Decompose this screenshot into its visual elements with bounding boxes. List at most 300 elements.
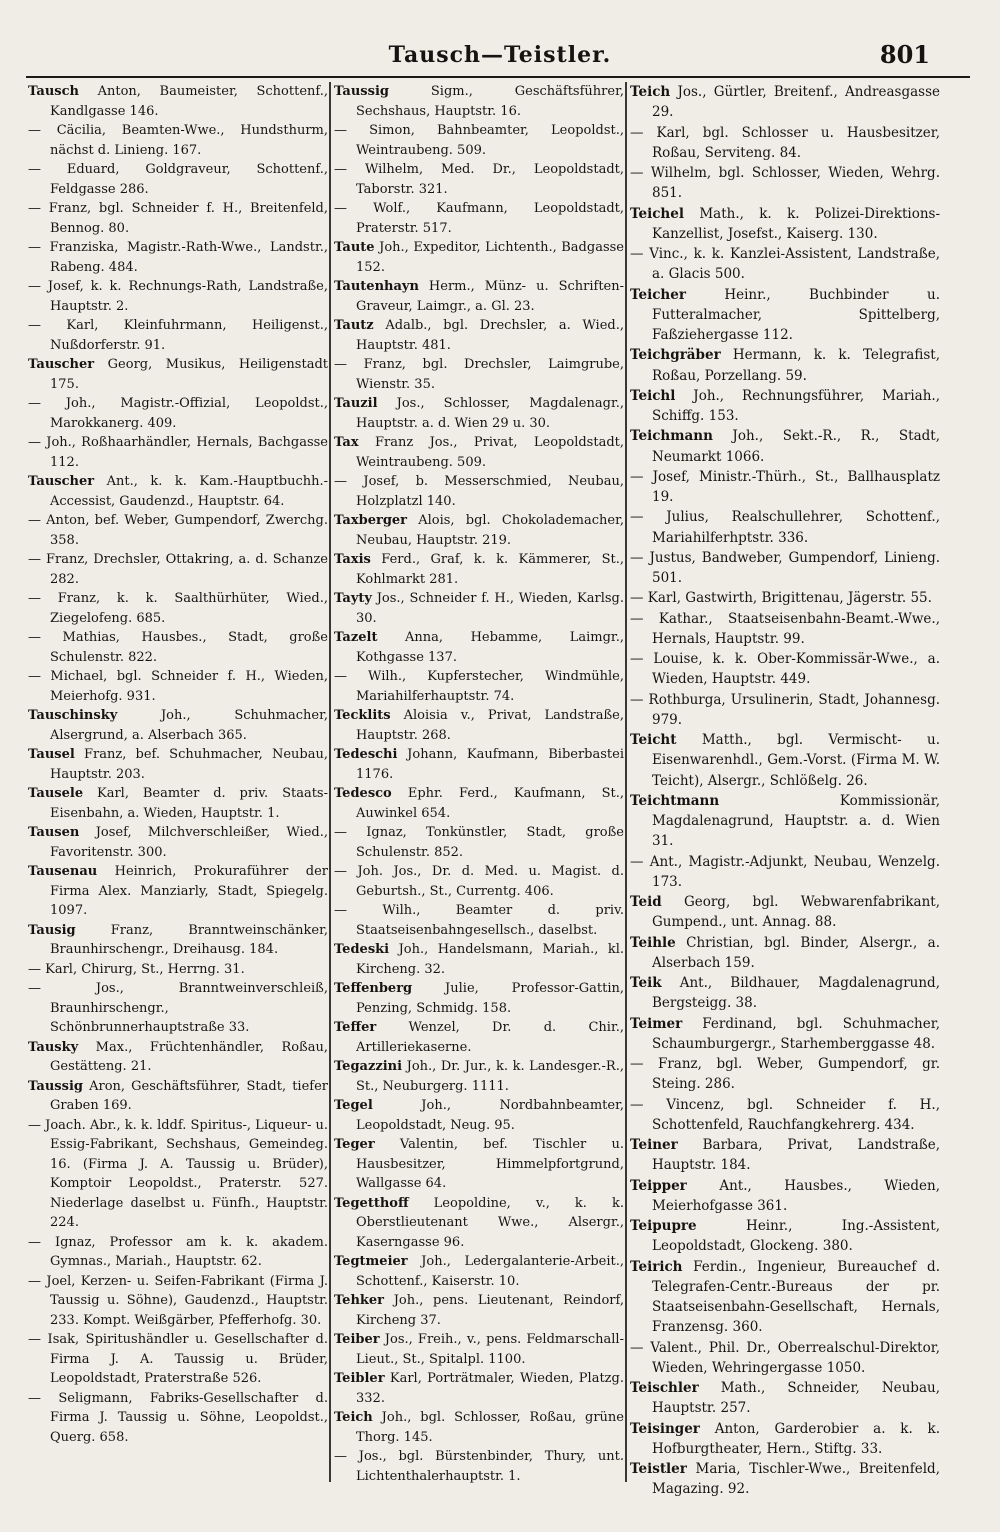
- ditto-mark: —: [630, 509, 644, 526]
- directory-entry: [334, 901, 624, 940]
- directory-entry: [630, 1419, 940, 1460]
- directory-entry: [334, 433, 624, 472]
- entry-details: Anton, bef. Weber, Gumpendorf, Zwerchg. 358.: [41, 513, 328, 548]
- directory-entry: [28, 921, 328, 960]
- directory-entry: [28, 511, 328, 550]
- directory-entry: [630, 123, 940, 164]
- directory-entry: [334, 784, 624, 823]
- ditto-mark: —: [630, 549, 644, 566]
- directory-entry: [28, 433, 328, 472]
- directory-entry: [334, 355, 624, 394]
- entry-details: Josef, Milchverschleißer, Wied., Favoritenstr. 300.: [50, 825, 328, 860]
- entry-details: Karl, Porträtmaler, Wieden, Platzg. 332.: [356, 1371, 624, 1406]
- directory-entry: [334, 667, 624, 706]
- directory-entry: [28, 472, 328, 511]
- directory-entry: [28, 706, 328, 745]
- directory-entry: [334, 1096, 624, 1135]
- header-rule: [26, 76, 970, 78]
- directory-entry: [630, 1378, 940, 1419]
- entry-details: Ferdin., Ingenieur, Bureauchef d. Telegrafen-Centr.-Bureaus der pr. Staatseisenbahn-Gesellschaft, Hernals, Franzensg. 360.: [652, 1258, 940, 1336]
- entry-surname: Tegtmeier: [334, 1254, 408, 1269]
- entry-details: Joel, Kerzen- u. Seifen-Fabrikant (Firma J. Taussig u. Söhne), Gaudenzd., Hauptstr. 233. Kompt. Weißgärber, Pfefferhofg. 30.: [41, 1273, 328, 1328]
- directory-entry: [28, 1272, 328, 1331]
- directory-entry: [28, 316, 328, 355]
- column-divider: [625, 82, 627, 1482]
- entry-details: Franz, bgl. Drechsler, Laimgrube, Wienstr. 35.: [347, 357, 624, 392]
- entry-surname: Tautz: [334, 318, 374, 333]
- entry-surname: Teich: [334, 1410, 373, 1425]
- directory-entry: [334, 862, 624, 901]
- entry-surname: Tauscher: [28, 474, 95, 489]
- entry-details: Math., Schneider, Neubau, Hauptstr. 257.: [652, 1380, 940, 1417]
- ditto-mark: —: [28, 1332, 41, 1347]
- entry-surname: Tautenhayn: [334, 279, 419, 294]
- entry-details: Barbara, Privat, Landstraße, Hauptstr. 184.: [652, 1137, 940, 1174]
- directory-entry: [630, 1176, 940, 1217]
- entry-details: Wilhelm, Med. Dr., Leopoldstadt, Taborstr. 321.: [347, 162, 624, 197]
- entry-details: Joh., Expeditor, Lichtenth., Badgasse 152.: [356, 240, 624, 275]
- entry-surname: Tegetthoff: [334, 1195, 409, 1211]
- entry-details: Rothburga, Ursulinerin, Stadt, Johannesg. 979.: [643, 691, 940, 728]
- entry-surname: Teisinger: [630, 1420, 700, 1437]
- ditto-mark: —: [630, 610, 644, 627]
- directory-entry: [334, 979, 624, 1018]
- entry-details: Vinc., k. k. Kanzlei-Assistent, Landstraße, a. Glacis 500.: [643, 246, 940, 283]
- entry-details: Aloisia v., Privat, Landstraße, Hauptstr. 268.: [356, 708, 624, 743]
- ditto-mark: —: [334, 357, 347, 372]
- directory-entry: [28, 1233, 328, 1272]
- directory-entry: [630, 649, 940, 690]
- entry-details: Anton, Baumeister, Schottenf., Kandlgasse 146.: [50, 84, 328, 119]
- entry-details: Cäcilia, Beamten-Wwe., Hundsthurm, nächst d. Linieng. 167.: [41, 123, 328, 158]
- ditto-mark: —: [28, 1390, 41, 1406]
- entry-surname: Teffenberg: [334, 981, 413, 996]
- directory-entry: [28, 1038, 328, 1077]
- entry-details: Franz, bgl. Weber, Gumpendorf, gr. Steing. 286.: [643, 1056, 940, 1093]
- entry-surname: Tax: [334, 435, 359, 450]
- entry-surname: Teirich: [630, 1258, 683, 1275]
- page-number: 801: [879, 40, 930, 69]
- entry-surname: Teich: [630, 84, 671, 100]
- directory-entry: [630, 852, 940, 893]
- ditto-mark: —: [334, 669, 347, 684]
- directory-entry: [630, 588, 940, 608]
- ditto-mark: —: [334, 825, 347, 840]
- entry-surname: Tehker: [334, 1293, 385, 1308]
- ditto-mark: —: [28, 279, 41, 294]
- entry-surname: Tausen: [28, 825, 80, 840]
- ditto-mark: —: [334, 162, 347, 177]
- page-header: [0, 38, 1000, 78]
- entry-surname: Tazelt: [334, 630, 378, 645]
- directory-entry: [334, 472, 624, 511]
- entry-details: Anna, Hebamme, Laimgr., Kothgasse 137.: [356, 630, 624, 665]
- directory-entry: [334, 628, 624, 667]
- directory-entry: [630, 791, 940, 852]
- directory-entry: [630, 507, 940, 548]
- directory-entry: [334, 1057, 624, 1096]
- directory-entry: [28, 238, 328, 277]
- entry-details: Joh., Magistr.-Offizial, Leopoldst., Marokkanerg. 409.: [41, 396, 328, 431]
- directory-entry: [630, 204, 940, 245]
- entry-details: Franziska, Magistr.-Rath-Wwe., Landstr., Rabeng. 484.: [41, 240, 328, 275]
- directory-entry: [630, 973, 940, 1014]
- entry-details: Josef, Ministr.-Thürh., St., Ballhausplatz 19.: [643, 468, 940, 505]
- ditto-mark: —: [28, 1117, 41, 1133]
- entry-details: Justus, Bandweber, Gumpendorf, Linieng. 501.: [643, 549, 940, 586]
- entry-details: Ephr. Ferd., Kaufmann, St., Auwinkel 654.: [356, 786, 624, 821]
- entry-details: Joach. Abr., k. k. lddf. Spiritus-, Liqueur- u. Essig-Fabrikant, Sechshaus, Gemeindeg. 16. (Firma J. A. Taussig u. Brüder), Komptoir Leopoldst., Praterstr. 527. Niederlage daselbst u. Fünfh., Hauptstr. 224.: [41, 1117, 328, 1230]
- ditto-mark: —: [630, 853, 644, 870]
- entry-details: Ferd., Graf, k. k. Kämmerer, St., Kohlmarkt 281.: [356, 552, 624, 587]
- directory-entry: [630, 1135, 940, 1176]
- directory-entry: [28, 979, 328, 1038]
- entry-details: Heinrich, Prokuraführer der Firma Alex. Manziarly, Stadt, Spiegelg. 1097.: [50, 864, 328, 918]
- entry-surname: Taussig: [28, 1078, 83, 1094]
- entry-surname: Teichtmann: [630, 792, 720, 809]
- entry-details: Herm., Münz- u. Schriften-Graveur, Laimgr., a. Gl. 23.: [356, 279, 624, 314]
- directory-entry: [334, 940, 624, 979]
- ditto-mark: —: [334, 1449, 347, 1464]
- ditto-mark: —: [28, 513, 41, 528]
- entry-surname: Teiner: [630, 1137, 678, 1153]
- entry-surname: Tausky: [28, 1039, 79, 1055]
- entry-details: Max., Früchtenhändler, Roßau, Gestätteng. 21.: [50, 1039, 328, 1074]
- entry-surname: Tauschinsky: [28, 708, 118, 723]
- directory-entry: [630, 467, 940, 508]
- entry-surname: Tedeschi: [334, 747, 398, 762]
- entry-details: Karl, Beamter d. priv. Staats-Eisenbahn, a. Wieden, Hauptstr. 1.: [50, 786, 328, 821]
- ditto-mark: —: [28, 669, 41, 684]
- entry-details: Alois, bgl. Chokolademacher, Neubau, Hauptstr. 219.: [356, 513, 624, 548]
- directory-entry: [28, 277, 328, 316]
- entry-details: Math., k. k. Polizei-Direktions-Kanzellist, Josefst., Kaiserg. 130.: [652, 205, 940, 242]
- entry-surname: Tedesco: [334, 786, 392, 801]
- entry-details: Simon, Bahnbeamter, Leopoldst., Weintraubeng. 509.: [347, 123, 624, 158]
- directory-entry: [28, 1116, 328, 1233]
- directory-entry: [334, 1447, 624, 1486]
- entry-details: Franz, Branntweinschänker, Braunhirschengr., Dreihausg. 184.: [50, 922, 328, 957]
- entry-details: Kommissionär, Magdalenagrund, Hauptstr. a. d. Wien 31.: [652, 792, 940, 850]
- ditto-mark: —: [630, 165, 644, 181]
- directory-entry: [334, 706, 624, 745]
- entry-details: Karl, bgl. Schlosser u. Hausbesitzer, Roßau, Serviteng. 84.: [643, 124, 940, 161]
- column-2: [334, 82, 624, 1502]
- directory-entry: [334, 550, 624, 589]
- directory-entry: [334, 277, 624, 316]
- entry-surname: Tecklits: [334, 708, 391, 723]
- directory-entry: [630, 933, 940, 974]
- ditto-mark: —: [630, 691, 644, 708]
- entry-surname: Teimer: [630, 1015, 683, 1032]
- directory-entry: [630, 690, 940, 731]
- entry-details: Ant., Bildhauer, Magdalenagrund, Bergsteigg. 38.: [652, 975, 940, 1012]
- entry-details: Wilh., Kupferstecher, Windmühle, Mariahilferhauptstr. 74.: [347, 669, 624, 704]
- directory-entry: [28, 550, 328, 589]
- entry-details: Kathar., Staatseisenbahn-Beamt.-Wwe., Hernals, Hauptstr. 99.: [643, 610, 940, 647]
- directory-entry: [630, 1095, 940, 1136]
- ditto-mark: —: [630, 651, 644, 667]
- entry-surname: Tayty: [334, 591, 372, 606]
- directory-entry: [630, 730, 940, 791]
- entry-details: Mathias, Hausbes., Stadt, große Schulenstr. 822.: [41, 630, 328, 665]
- directory-entry: [334, 1408, 624, 1447]
- directory-entry: [630, 548, 940, 589]
- entry-details: Franz, k. k. Saalthürhüter, Wied., Ziegelofeng. 685.: [41, 591, 328, 626]
- directory-entry: [334, 745, 624, 784]
- ditto-mark: —: [28, 240, 41, 255]
- ditto-mark: —: [28, 1273, 41, 1289]
- directory-entry: [630, 1014, 940, 1055]
- directory-entry: [28, 823, 328, 862]
- ditto-mark: —: [28, 162, 41, 177]
- entry-details: Jos., bgl. Bürstenbinder, Thury, unt. Lichtenthalerhauptstr. 1.: [347, 1449, 624, 1484]
- entry-details: Ignaz, Tonkünstler, Stadt, große Schulenstr. 852.: [347, 825, 624, 860]
- ditto-mark: —: [28, 591, 41, 606]
- entry-surname: Teistler: [630, 1461, 687, 1477]
- entry-surname: Teiber: [334, 1332, 380, 1347]
- directory-entry: [28, 960, 328, 980]
- ditto-mark: —: [630, 1056, 644, 1072]
- entry-details: Jos., Branntweinverschleiß, Braunhirschengr., Schönbrunnerhauptstraße 33.: [41, 981, 328, 1035]
- entry-surname: Taussig: [334, 84, 389, 99]
- entry-surname: Tausele: [28, 786, 84, 801]
- entry-details: Hermann, k. k. Telegrafist, Roßau, Porzellang. 59.: [652, 347, 940, 384]
- ditto-mark: —: [28, 435, 41, 450]
- directory-entry: [630, 426, 940, 467]
- directory-entry: [630, 386, 940, 427]
- directory-entry: [630, 1338, 940, 1379]
- running-title: Tausch—Teistler.: [388, 42, 612, 68]
- directory-entry: [630, 1054, 940, 1095]
- entry-surname: Teik: [630, 975, 662, 991]
- ditto-mark: —: [28, 318, 41, 333]
- entry-details: Joh., bgl. Schlosser, Roßau, grüne Thorg. 145.: [356, 1410, 624, 1445]
- directory-entry: [28, 82, 328, 121]
- entry-details: Ant., Hausbes., Wieden, Meierhofgasse 361.: [652, 1177, 940, 1214]
- entry-details: Valent., Phil. Dr., Oberrealschul-Direktor, Wieden, Wehringergasse 1050.: [643, 1339, 940, 1376]
- directory-entry: [630, 1216, 940, 1257]
- entry-surname: Teibler: [334, 1371, 385, 1386]
- directory-entry: [630, 163, 940, 204]
- entry-details: Josef, b. Messerschmied, Neubau, Holzplatzl 140.: [347, 474, 624, 509]
- ditto-mark: —: [630, 246, 644, 262]
- entry-details: Johann, Kaufmann, Biberbastei 1176.: [356, 747, 624, 782]
- entry-surname: Teichel: [630, 205, 684, 222]
- entry-details: Julius, Realschullehrer, Schottenf., Mariahilferhptstr. 336.: [643, 509, 940, 546]
- entry-details: Wolf., Kaufmann, Leopoldstadt, Praterstr. 517.: [347, 201, 624, 236]
- ditto-mark: —: [630, 124, 644, 141]
- ditto-mark: —: [630, 590, 644, 607]
- entry-details: Louise, k. k. Ober-Kommissär-Wwe., a. Wieden, Hauptstr. 449.: [643, 651, 940, 688]
- directory-entry: [334, 238, 624, 277]
- entry-details: Wenzel, Dr. d. Chir., Artilleriekaserne.: [356, 1020, 624, 1055]
- entry-surname: Taute: [334, 240, 375, 255]
- entry-details: Franz, bef. Schuhmacher, Neubau, Hauptstr. 203.: [50, 747, 328, 782]
- entry-details: Ant., k. k. Kam.-Hauptbuchh.-Accessist, Gaudenzd., Hauptstr. 64.: [50, 474, 328, 509]
- directory-entry: [630, 345, 940, 386]
- entry-surname: Taxis: [334, 552, 371, 567]
- directory-entry: [28, 589, 328, 628]
- entry-details: Heinr., Ing.-Assistent, Leopoldstadt, Glockeng. 380.: [652, 1218, 940, 1255]
- directory-entry: [334, 823, 624, 862]
- entry-details: Georg, bgl. Webwarenfabrikant, Gumpend., unt. Annag. 88.: [652, 894, 940, 931]
- entry-surname: Tedeski: [334, 942, 390, 957]
- column-divider: [329, 82, 331, 1482]
- entry-surname: Teipupre: [630, 1218, 697, 1234]
- entry-details: Joh., Schuhmacher, Alsergrund, a. Alserbach 365.: [50, 708, 328, 743]
- entry-surname: Teicher: [630, 286, 686, 303]
- entry-details: Ferdinand, bgl. Schuhmacher, Schaumburgergr., Starhemberggasse 48.: [652, 1015, 940, 1052]
- entry-details: Joh., Dr. Jur., k. k. Landesger.-R., St., Neuburgerg. 1111.: [356, 1059, 624, 1094]
- directory-entry: [334, 199, 624, 238]
- entry-details: Jos., Schneider f. H., Wieden, Karlsg. 30.: [356, 591, 624, 626]
- directory-entry: [630, 892, 940, 933]
- entry-details: Franz, Drechsler, Ottakring, a. d. Schanze 282.: [41, 552, 328, 587]
- entry-details: Maria, Tischler-Wwe., Breitenfeld, Magazing. 92.: [652, 1461, 940, 1498]
- column-3: [630, 82, 940, 1502]
- entry-surname: Teffer: [334, 1020, 377, 1035]
- ditto-mark: —: [28, 961, 41, 977]
- entry-surname: Tauzil: [334, 396, 378, 411]
- entry-surname: Teichmann: [630, 428, 713, 445]
- ditto-mark: —: [630, 468, 644, 485]
- ditto-mark: —: [334, 123, 347, 138]
- entry-details: Seligmann, Fabriks-Gesellschafter d. Firma J. Taussig u. Söhne, Leopoldst., Querg. 658.: [41, 1390, 328, 1445]
- directory-entry: [334, 1369, 624, 1408]
- directory-entry: [334, 1018, 624, 1057]
- directory-entry: [28, 199, 328, 238]
- ditto-mark: —: [28, 396, 41, 411]
- entry-details: Joh., Sekt.-R., R., Stadt, Neumarkt 1066.: [652, 428, 940, 465]
- entry-surname: Teichgräber: [630, 347, 721, 364]
- entry-surname: Tausenau: [28, 864, 98, 879]
- directory-entry: [630, 609, 940, 650]
- entry-details: Sigm., Geschäftsführer, Sechshaus, Hauptstr. 16.: [356, 84, 624, 119]
- ditto-mark: —: [28, 123, 41, 138]
- entry-details: Jos., Freih., v., pens. Feldmarschall-Lieut., St., Spitalpl. 1100.: [356, 1332, 624, 1367]
- entry-details: Jos., Schlosser, Magdalenagr., Hauptstr. a. d. Wien 29 u. 30.: [356, 396, 624, 431]
- directory-entry: [28, 784, 328, 823]
- ditto-mark: —: [28, 201, 41, 216]
- entry-details: Karl, Kleinfuhrmann, Heiligenst., Nußdorferstr. 91.: [41, 318, 328, 353]
- ditto-mark: —: [334, 474, 347, 489]
- directory-entry: [334, 1291, 624, 1330]
- entry-surname: Tausch: [28, 84, 79, 99]
- directory-entry: [28, 1330, 328, 1389]
- entry-details: Ignaz, Professor am k. k. akadem. Gymnas., Mariah., Hauptstr. 62.: [41, 1234, 328, 1269]
- entry-details: Eduard, Goldgraveur, Schottenf., Feldgasse 286.: [41, 162, 328, 197]
- ditto-mark: —: [630, 1096, 644, 1113]
- entry-surname: Teid: [630, 894, 662, 910]
- directory-entry: [28, 745, 328, 784]
- directory-entry: [334, 1252, 624, 1291]
- entry-details: Georg, Musikus, Heiligenstadt 175.: [50, 357, 328, 392]
- entry-details: Matth., bgl. Vermischt- u. Eisenwarenhdl., Gem.-Vorst. (Firma M. W. Teicht), Alsergr., Schlößelg. 26.: [652, 732, 940, 789]
- entry-details: Vincenz, bgl. Schneider f. H., Schottenfeld, Rauchfangkehrerg. 434.: [643, 1096, 940, 1133]
- directory-entry: [28, 394, 328, 433]
- entry-details: Franz Jos., Privat, Leopoldstadt, Weintraubeng. 509.: [356, 435, 624, 470]
- entry-surname: Tausig: [28, 922, 76, 938]
- directory-entry: [28, 862, 328, 921]
- entry-details: Joh., Ledergalanterie-Arbeit., Schottenf., Kaiserstr. 10.: [356, 1254, 624, 1289]
- entry-surname: Taxberger: [334, 513, 408, 528]
- entry-surname: Tausel: [28, 747, 75, 762]
- directory-entry: [630, 1459, 940, 1500]
- directory-entry: [630, 1257, 940, 1338]
- ditto-mark: —: [334, 903, 347, 918]
- ditto-mark: —: [28, 552, 41, 567]
- directory-entry: [28, 1077, 328, 1116]
- directory-entry: [630, 82, 940, 123]
- entry-details: Michael, bgl. Schneider f. H., Wieden, Meierhofg. 931.: [41, 669, 328, 704]
- entry-surname: Tegazzini: [334, 1059, 403, 1074]
- directory-entry: [334, 82, 624, 121]
- directory-entry: [630, 244, 940, 285]
- directory-entry: [334, 121, 624, 160]
- entry-details: Ant., Magistr.-Adjunkt, Neubau, Wenzelg. 173.: [643, 853, 940, 890]
- directory-entry: [334, 511, 624, 550]
- entry-details: Wilh., Beamter d. priv. Staatseisenbahngesellsch., daselbst.: [347, 903, 624, 938]
- directory-entry: [334, 316, 624, 355]
- entry-details: Joh., Rechnungsführer, Mariah., Schiffg. 153.: [652, 387, 940, 424]
- directory-entry: [28, 160, 328, 199]
- directory-entry: [334, 1330, 624, 1369]
- entry-surname: Teger: [334, 1137, 375, 1152]
- entry-details: Joh., Nordbahnbeamter, Leopoldstadt, Neug. 95.: [356, 1098, 624, 1133]
- entry-details: Leopoldine, v., k. k. Oberstlieutenant Wwe., Alsergr., Kaserngasse 96.: [356, 1195, 624, 1250]
- entry-details: Joh., pens. Lieutenant, Reindorf, Kircheng 37.: [356, 1293, 624, 1328]
- entry-surname: Tauscher: [28, 357, 95, 372]
- entry-details: Anton, Garderobier a. k. k. Hofburgtheater, Hern., Stiftg. 33.: [652, 1420, 940, 1457]
- directory-entry: [630, 285, 940, 346]
- ditto-mark: —: [334, 201, 347, 216]
- entry-details: Christian, bgl. Binder, Alsergr., a. Alserbach 159.: [652, 934, 940, 971]
- entry-details: Wilhelm, bgl. Schlosser, Wieden, Wehrg. 851.: [643, 165, 940, 202]
- ditto-mark: —: [28, 981, 41, 996]
- directory-entry: [334, 1194, 624, 1253]
- directory-entry: [28, 355, 328, 394]
- entry-details: Aron, Geschäftsführer, Stadt, tiefer Graben 169.: [50, 1078, 328, 1113]
- entry-details: Karl, Gastwirth, Brigittenau, Jägerstr. 55.: [643, 590, 932, 607]
- directory-entry: [28, 667, 328, 706]
- directory-entry: [28, 121, 328, 160]
- entry-surname: Teihle: [630, 934, 676, 951]
- entry-surname: Teichl: [630, 387, 676, 404]
- entry-details: Joh., Handelsmann, Mariah., kl. Kircheng. 32.: [356, 942, 624, 977]
- ditto-mark: —: [334, 864, 347, 879]
- ditto-mark: —: [28, 1234, 41, 1250]
- directory-entry: [334, 160, 624, 199]
- entry-details: Heinr., Buchbinder u. Futteralmacher, Spittelberg, Faßziehergasse 112.: [652, 286, 940, 343]
- directory-entry: [334, 394, 624, 433]
- ditto-mark: —: [630, 1339, 644, 1356]
- entry-details: Joh. Jos., Dr. d. Med. u. Magist. d. Geburtsh., St., Currentg. 406.: [347, 864, 624, 899]
- entry-details: Julie, Professor-Gattin, Penzing, Schmidg. 158.: [356, 981, 624, 1016]
- entry-surname: Teipper: [630, 1177, 687, 1194]
- entry-surname: Teicht: [630, 732, 677, 748]
- entry-details: Jos., Gürtler, Breitenf., Andreasgasse 29.: [652, 84, 940, 121]
- ditto-mark: —: [28, 630, 41, 645]
- directory-entry: [334, 1135, 624, 1194]
- entry-details: Valentin, bef. Tischler u. Hausbesitzer, Himmelpfortgrund, Wallgasse 64.: [356, 1137, 624, 1191]
- entry-surname: Tegel: [334, 1098, 373, 1113]
- directory-entry: [28, 1389, 328, 1448]
- entry-details: Franz, bgl. Schneider f. H., Breitenfeld, Bennog. 80.: [41, 201, 328, 236]
- entry-details: Josef, k. k. Rechnungs-Rath, Landstraße, Hauptstr. 2.: [41, 279, 328, 314]
- directory-entry: [334, 589, 624, 628]
- column-1: [28, 82, 328, 1502]
